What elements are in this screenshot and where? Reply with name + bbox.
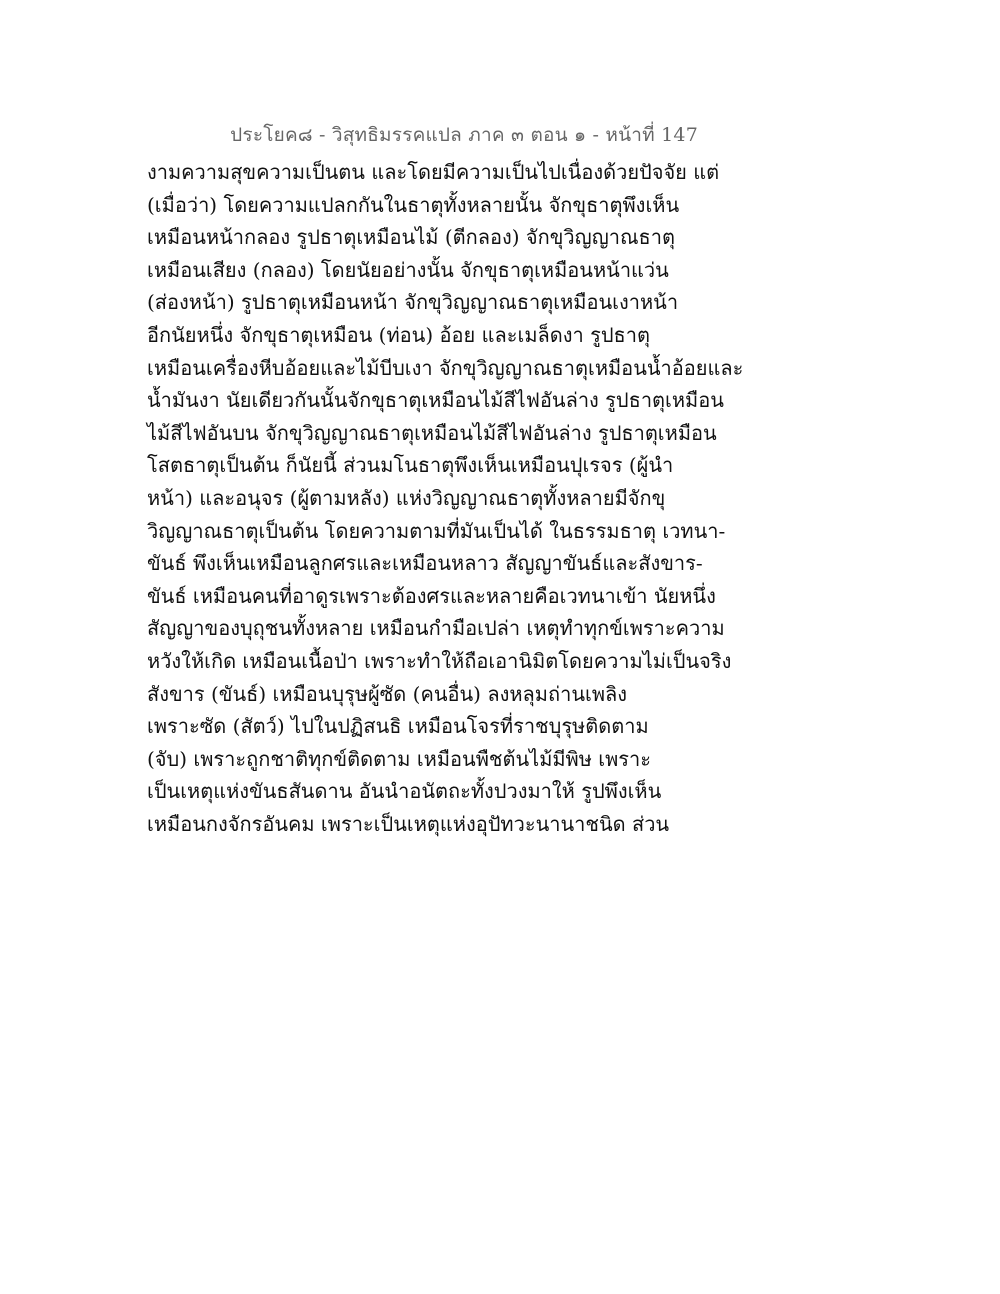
text-line: สังขาร (ขันธ์) เหมือนบุรุษผู้ซัด (คนอื่น) ลงหลุมถ่านเพลิง bbox=[147, 681, 628, 706]
text-line: ไม้สีไฟอันบน จักขุวิญญาณธาตุเหมือนไม้สีไฟอันล่าง รูปธาตุเหมือน bbox=[147, 420, 717, 445]
text-line: (ส่องหน้า) รูปธาตุเหมือนหน้า จักขุวิญญาณธาตุเหมือนเงาหน้า bbox=[147, 290, 679, 315]
text-line: เหมือนเครื่องหีบอ้อยและไม้บีบเงา จักขุวิญญาณธาตุเหมือนน้ำอ้อยและ bbox=[147, 355, 744, 380]
text-line: เหมือนเสียง (กลอง) โดยนัยอย่างนั้น จักขุธาตุเหมือนหน้าแว่น bbox=[147, 257, 669, 282]
body-text bbox=[147, 156, 744, 840]
text-line: เพราะซัด (สัตว์) ไปในปฏิสนธิ เหมือนโจรที่ราชบุรุษติดตาม bbox=[147, 714, 649, 739]
text-line: เหมือนหน้ากลอง รูปธาตุเหมือนไม้ (ตีกลอง) จักขุวิญญาณธาตุ bbox=[147, 225, 675, 250]
text-line: ขันธ์ พึงเห็นเหมือนลูกศรและเหมือนหลาว สัญญาขันธ์และสังขาร- bbox=[147, 551, 703, 576]
text-line: หน้า) และอนุจร (ผู้ตามหลัง) แห่งวิญญาณธาตุทั้งหลายมีจักขุ bbox=[147, 485, 666, 510]
text-line: โสตธาตุเป็นต้น ก็นัยนี้ ส่วนมโนธาตุพึงเห็นเหมือนปุเรจร (ผู้นำ bbox=[147, 453, 674, 478]
text-line: วิญญาณธาตุเป็นต้น โดยความตามที่มันเป็นได้ ในธรรมธาตุ เวทนา- bbox=[147, 518, 726, 543]
text-line: อีกนัยหนึ่ง จักขุธาตุเหมือน (ท่อน) อ้อย และเมล็ดงา รูปธาตุ bbox=[147, 322, 650, 347]
text-line: ขันธ์ เหมือนคนที่อาดูรเพราะต้องศรและหลายคือเวทนาเข้า นัยหนึ่ง bbox=[147, 583, 716, 608]
text-line: หวังให้เกิด เหมือนเนื้อป่า เพราะทำให้ถือเอานิมิตโดยความไม่เป็นจริง bbox=[147, 648, 732, 673]
text-line: (จับ) เพราะถูกชาติทุกข์ติดตาม เหมือนพืชต้นไม้มีพิษ เพราะ bbox=[147, 746, 652, 771]
text-line: เป็นเหตุแห่งขันธสันดาน อันนำอนัตถะทั้งปวงมาให้ รูปพึงเห็น bbox=[147, 779, 662, 804]
text-line: (เมื่อว่า) โดยความแปลกกันในธาตุทั้งหลายนั้น จักขุธาตุพึงเห็น bbox=[147, 192, 680, 217]
running-header: ประโยค๘ - วิสุทธิมรรคแปล ภาค ๓ ตอน ๑ - หน้าที่ 147 bbox=[230, 124, 698, 146]
text-line: งามความสุขความเป็นตน และโดยมีความเป็นไปเนื่องด้วยปัจจัย แต่ bbox=[147, 160, 720, 184]
text-line: น้ำมันงา นัยเดียวกันนั้นจักขุธาตุเหมือนไม้สีไฟอันล่าง รูปธาตุเหมือน bbox=[147, 388, 724, 413]
text-line: เหมือนกงจักรอันคม เพราะเป็นเหตุแห่งอุปัทวะนานาชนิด ส่วน bbox=[147, 811, 670, 836]
text-line: สัญญาของบุถุชนทั้งหลาย เหมือนกำมือเปล่า เหตุทำทุกข์เพราะความ bbox=[147, 616, 725, 641]
